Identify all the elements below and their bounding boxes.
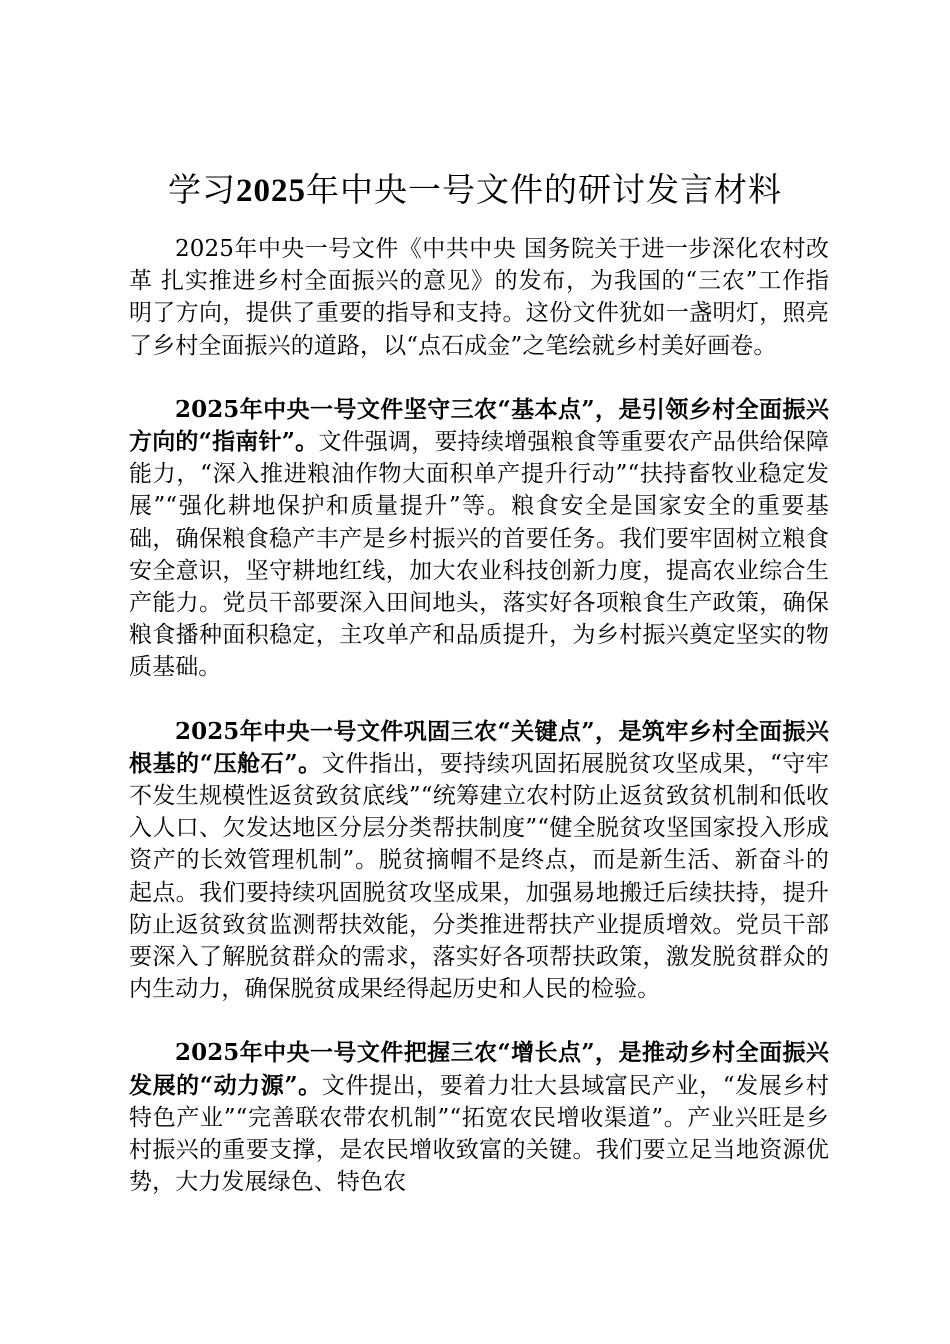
section-body: 文件指出，要持续巩固拓展脱贫攻坚成果，“守牢不发生规模性返贫致贫底线”“统筹建立农村防止返贫致贫机制和低收入人口、欠发达地区分层分类帮扶制度”“健全脱贫攻坚国家投入形成资产的长效管理机制”。脱贫摘帽不是终点，而是新生活、新奋斗的起点。我们要持续巩固脱贫攻坚成果，加强易地搬迁后续扶持，提升防止返贫致贫监测帮扶效能，分类推进帮扶产业提质增效。党员干部要深入了解脱贫群众的需求，落实好各项帮扶政策，激发脱贫群众的内生动力，确保脱贫成果经得起历史和人民的检验。: [129, 750, 829, 1003]
section-paragraph: [129, 1037, 829, 1198]
title-year: 2025: [236, 173, 306, 209]
section-paragraph: [129, 716, 829, 1006]
section-body: 文件强调，要持续增强粮食等重要农产品供给保障能力，“深入推进粮油作物大面积单产提升行动”“扶持畜牧业稳定发展”“强化耕地保护和质量提升”等。粮食安全是国家安全的重要基础，确保粮食稳产丰产是乡村振兴的首要任务。我们要牢固树立粮食安全意识，坚守耕地红线，加大农业科技创新力度，提高农业综合生产能力。党员干部要深入田间地头，落实好各项粮食生产政策，确保粮食播种面积稳定，主攻单产和品质提升，为乡村振兴奠定坚实的物质基础。: [129, 429, 829, 681]
intro-paragraph: 2025年中央一号文件《中共中央 国务院关于进一步深化农村改革 扎实推进乡村全面振兴的意见》的发布，为我国的“三农”工作指明了方向，提供了重要的指导和支持。这份文件犹如一盏明灯，照亮了乡村全面振兴的道路，以“点石成金”之笔绘就乡村美好画卷。: [129, 236, 829, 359]
section-lead: 2025年中央一号文件坚守三农“基本点”，是引领乡村全面振兴方向的“指南针”。: [129, 395, 829, 456]
section-body: 文件提出，要着力壮大县域富民产业，“发展乡村特色产业”“完善联农带农机制”“拓宽农民增收渠道”。产业兴旺是乡村振兴的重要支撑，是农民增收致富的关键。我们要立足当地资源优势，大力发展绿色、特色农: [129, 1072, 829, 1196]
title-suffix: 年中央一号文件的研讨发言材料: [306, 170, 782, 209]
title-prefix: 学习: [168, 170, 236, 209]
document-title: [0, 166, 950, 215]
section-lead: 2025年中央一号文件巩固三农“关键点”，是筑牢乡村全面振兴根基的“压舱石”。: [129, 717, 829, 777]
section-lead: 2025年中央一号文件把握三农“增长点”，是推动乡村全面振兴发展的“动力源”。: [129, 1039, 829, 1099]
section-paragraph: [129, 394, 829, 684]
document-body: [129, 233, 829, 1230]
